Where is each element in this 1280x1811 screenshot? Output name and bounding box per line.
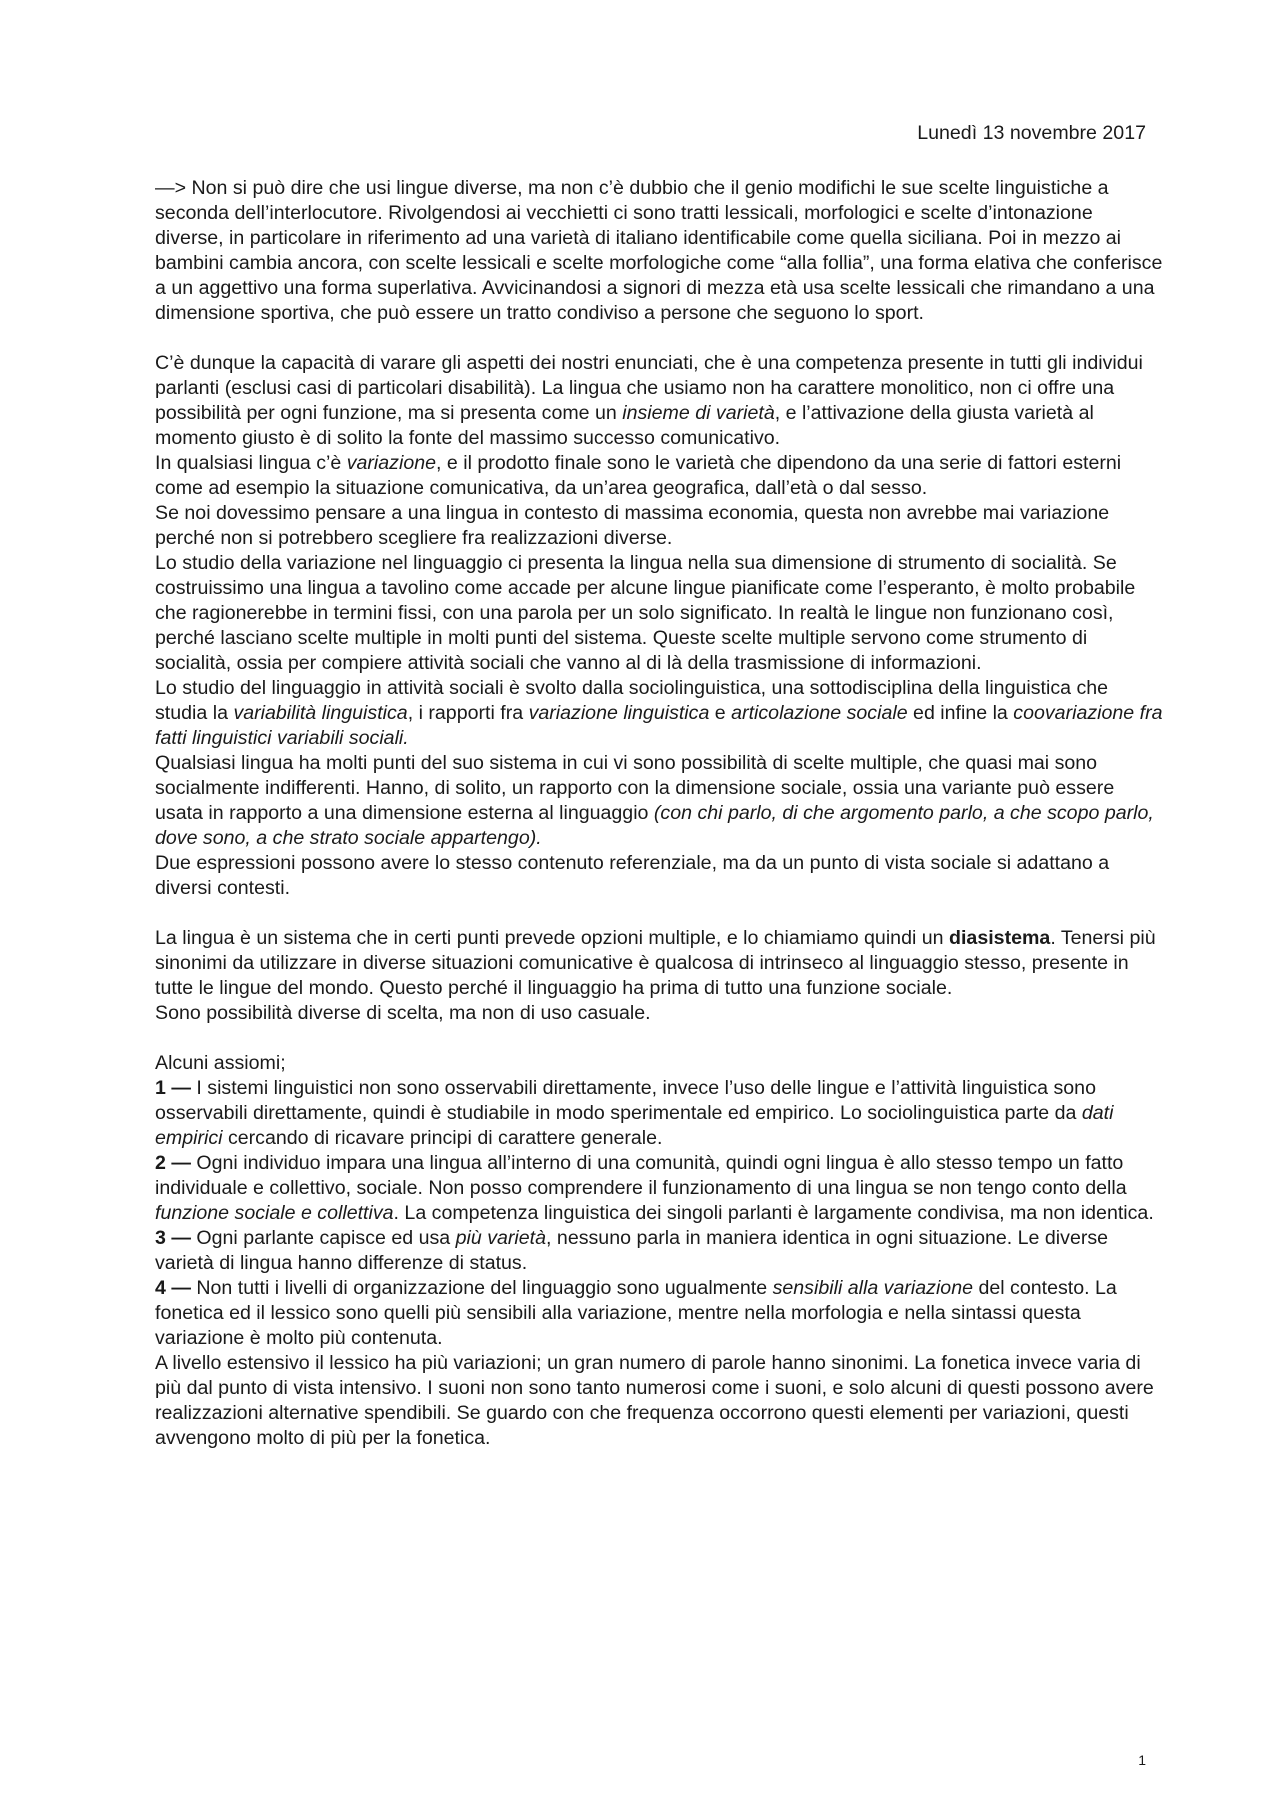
italic-term: più varietà	[455, 1227, 547, 1249]
text-run: , nessuno parla in maniera identica in ogni situazione. Le diverse varietà di lingua hanno differenze di status.	[155, 1227, 1109, 1274]
axiom-number: 2 —	[155, 1152, 191, 1174]
text-run: . Tenersi più sinonimi da utilizzare in diverse situazioni comunicative è qualcosa di intrinseco al linguaggio stesso, presente in tutte le lingue del mondo. Questo perché il linguaggio ha prima di tutto una funzione sociale.	[155, 927, 1156, 999]
text-run: Non tutti i livelli di organizzazione del linguaggio sono ugualmente	[190, 1277, 773, 1299]
text-run: e	[709, 702, 732, 724]
text-run: . La competenza linguistica dei singoli parlanti è largamente condivisa, ma non identica.	[393, 1202, 1154, 1224]
text-run: Ogni individuo impara una lingua all’interno di una comunità, quindi ogni lingua è allo stesso tempo un fatto individuale e collettivo, sociale. Non posso comprendere il funzionamento di una lingua se non tengo conto della	[155, 1152, 1127, 1199]
italic-term: articolazione sociale	[731, 702, 908, 724]
text-run: , e l’attivazione della giusta varietà al momento giusto è di solito la fonte del massimo successo comunicativo.	[155, 402, 1094, 449]
text-run: Ogni parlante capisce ed usa	[190, 1227, 456, 1249]
axiom-number: 3 —	[155, 1227, 191, 1249]
axiom	[155, 1226, 1165, 1276]
italic-term: variazione linguistica	[528, 702, 710, 724]
italic-term: variabilità linguistica	[233, 702, 408, 724]
text-run: C’è dunque la capacità di varare gli aspetti dei nostri enunciati, che è una competenza presente in tutti gli individui parlanti (esclusi casi di particolari disabilità). La lingua che usiamo non ha carattere monolitico, non ci offre una possibilità per ogni funzione, ma si presenta come un	[155, 352, 1143, 424]
italic-term: (con chi parlo, di che argomento parlo, a che scopo parlo, dove sono, a che strato sociale appartengo).	[155, 802, 1154, 849]
italic-term: variazione	[346, 452, 437, 474]
paragraph-gap	[155, 1026, 1165, 1051]
paragraph: A livello estensivo il lessico ha più variazioni; un gran numero di parole hanno sinonimi. La fonetica invece varia di più dal punto di vista intensivo. I suoni non sono tanto numerosi come i suoni, e solo alcuni di questi possono avere realizzazioni alternative spendibili. Se guardo con che frequenza occorrono questi elementi per variazioni, questi avvengono molto di più per la fonetica.	[155, 1352, 1154, 1449]
text-run: cercando di ricavare principi di carattere generale.	[222, 1127, 663, 1149]
italic-term: coovariazione fra fatti linguistici variabili sociali.	[155, 702, 1163, 749]
paragraph	[155, 351, 1165, 451]
paragraph: Due espressioni possono avere lo stesso contenuto referenziale, ma da un punto di vista sociale si adattano a diversi contesti.	[155, 852, 1110, 899]
paragraph: Lo studio della variazione nel linguaggio ci presenta la lingua nella sua dimensione di strumento di socialità. Se costruissimo una lingua a tavolino come accade per alcune lingue pianificate come l’esperanto, è molto probabile che ragionerebbe in termini fissi, con una parola per un solo significato. In realtà le lingue non funzionano così, perché lasciano scelte multiple in molti punti del sistema. Queste scelte multiple servono come strumento di socialità, ossia per compiere attività sociali che vanno al di là della trasmissione di informazioni.	[155, 552, 1136, 674]
axiom	[155, 1276, 1165, 1351]
paragraph: Se noi dovessimo pensare a una lingua in contesto di massima economia, questa non avrebbe mai variazione perché non si potrebbero scegliere fra realizzazioni diverse.	[155, 502, 1110, 549]
italic-term: insieme di varietà	[622, 402, 775, 424]
date-header: Lunedì 13 novembre 2017	[917, 122, 1146, 144]
text-run: del contesto. La fonetica ed il lessico sono quelli più sensibili alla variazione, mentre nella morfologia e nella sintassi questa variazione è molto più contenuta.	[155, 1277, 1117, 1349]
text-run: , i rapporti fra	[407, 702, 529, 724]
page-number: 1	[1138, 1752, 1146, 1768]
italic-term: dati empirici	[155, 1102, 1114, 1149]
italic-term: funzione sociale e collettiva	[155, 1202, 394, 1224]
axiom-number: 1 —	[155, 1077, 191, 1099]
paragraph-gap	[155, 901, 1165, 926]
paragraph: —> Non si può dire che usi lingue diverse, ma non c’è dubbio che il genio modifichi le sue scelte linguistiche a seconda dell’interlocutore. Rivolgendosi ai vecchietti ci sono tratti lessicali, morfologici e scelte d’intonazione diverse, in particolare in riferimento ad una varietà di italiano identificabile come quella siciliana. Poi in mezzo ai bambini cambia ancora, con scelte lessicali e scelte morfologiche come “alla follia”, una forma elativa che conferisce a un aggettivo una forma superlativa. Avvicinandosi a signori di mezza età usa scelte lessicali che rimandano a una dimensione sportiva, che può essere un tratto condiviso a persone che seguono lo sport.	[155, 177, 1163, 324]
text-run: Qualsiasi lingua ha molti punti del suo sistema in cui vi sono possibilità di scelte multiple, che quasi mai sono socialmente indifferenti. Hanno, di solito, un rapporto con la dimensione sociale, ossia una variante può essere usata in rapporto a una dimensione esterna al linguaggio	[155, 752, 1115, 824]
text-run: I sistemi linguistici non sono osservabili direttamente, invece l’uso delle lingue e l’attività linguistica sono osservabili direttamente, quindi è studiabile in modo sperimentale ed empirico. Lo sociolinguistica parte da	[155, 1077, 1096, 1124]
paragraph	[155, 751, 1165, 851]
text-run: Lo studio del linguaggio in attività sociali è svolto dalla sociolinguistica, una sottodisciplina della linguistica che studia la	[155, 677, 1109, 724]
paragraph-gap	[155, 326, 1165, 351]
bold-term: diasistema	[949, 927, 1051, 949]
paragraph	[155, 451, 1165, 501]
body-text	[155, 176, 1165, 1451]
paragraph	[155, 926, 1165, 1001]
paragraph: Sono possibilità diverse di scelta, ma non di uso casuale.	[155, 1002, 651, 1024]
italic-term: sensibili alla variazione	[772, 1277, 973, 1299]
text-run: In qualsiasi lingua c’è	[155, 452, 347, 474]
text-run: La lingua è un sistema che in certi punti prevede opzioni multiple, e lo chiamiamo quindi un	[155, 927, 950, 949]
axiom	[155, 1151, 1165, 1226]
paragraph: Alcuni assiomi;	[155, 1052, 286, 1074]
axiom	[155, 1076, 1165, 1151]
text-run: ed infine la	[907, 702, 1014, 724]
paragraph	[155, 676, 1165, 751]
text-run: , e il prodotto finale sono le varietà che dipendono da una serie di fattori esterni come ad esempio la situazione comunicativa, da un’area geografica, dall’età o dal sesso.	[155, 452, 1122, 499]
axiom-number: 4 —	[155, 1277, 191, 1299]
